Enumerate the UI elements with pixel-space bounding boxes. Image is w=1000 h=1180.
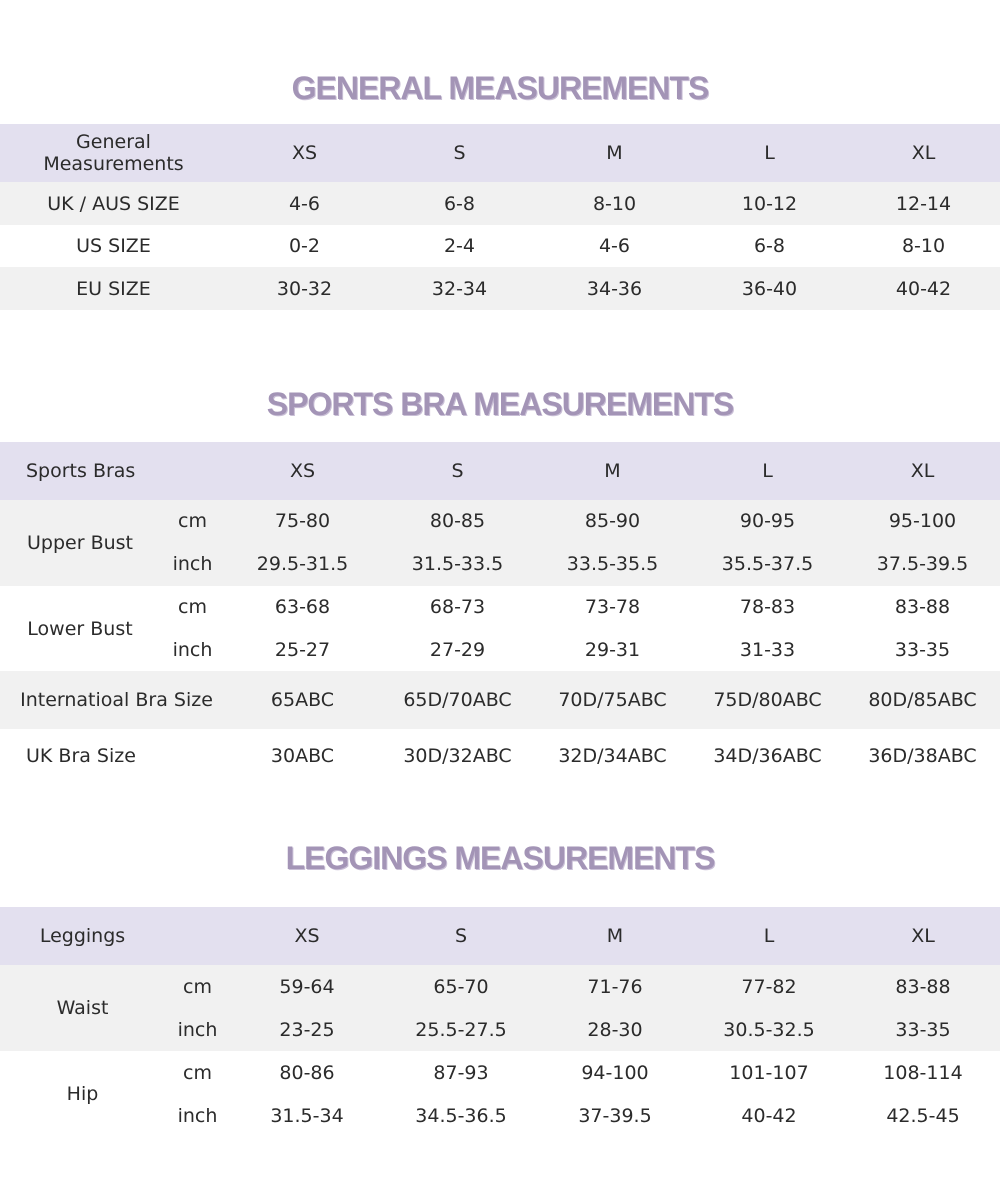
leggings-measurements-title: LEGGINGS MEASUREMENTS [285, 840, 715, 876]
table-row [0, 182, 1000, 225]
table-cell: 75D/80ABC [713, 689, 822, 711]
size-header: M [606, 142, 623, 164]
size-header: L [762, 460, 773, 482]
table-cell: 37.5-39.5 [876, 553, 969, 575]
table-cell: 29-31 [584, 638, 641, 661]
general-measurements-table [0, 124, 1000, 310]
table-cell: 40-42 [895, 277, 952, 300]
size-header: L [763, 925, 775, 947]
table-cell: 85-90 [584, 510, 641, 532]
header-label [0, 124, 227, 182]
row-label: UK Bra Size [26, 745, 136, 767]
size-header: S [454, 925, 468, 947]
general-measurements-title: GENERAL MEASUREMENTS [291, 70, 709, 106]
size-header: M [606, 925, 624, 947]
unit-label: cm [183, 975, 212, 998]
table-row [0, 500, 1000, 542]
table-row [0, 729, 1000, 783]
table-cell: 31-33 [739, 638, 796, 661]
table-row [0, 965, 1000, 1008]
table-cell: 34-36 [586, 277, 643, 300]
table-cell: 27-29 [429, 638, 486, 661]
table-cell: 80-85 [429, 510, 486, 532]
table-cell: 8-10 [592, 192, 637, 215]
table-cell: 75-80 [274, 510, 331, 532]
unit-label: inch [172, 638, 213, 661]
table-cell: 70D/75ABC [558, 689, 667, 711]
unit-label: cm [178, 596, 207, 618]
table-cell: 63-68 [274, 596, 331, 618]
table-cell: 83-88 [895, 975, 951, 998]
table-cell: 94-100 [581, 1061, 649, 1084]
row-label: Upper Bust [27, 532, 133, 554]
table-cell: 8-10 [901, 235, 946, 257]
table-cell: 34.5-36.5 [415, 1104, 507, 1127]
size-header: L [764, 142, 775, 164]
table-cell: 65D/70ABC [403, 689, 512, 711]
table-cell: 59-64 [279, 975, 335, 998]
header-label-line2: Measurements [43, 153, 184, 175]
table-cell: 33-35 [894, 638, 951, 661]
table-header-row [0, 442, 1000, 500]
table-cell: 40-42 [741, 1104, 797, 1127]
size-header: XL [911, 142, 936, 164]
table-cell: 68-73 [429, 596, 486, 618]
table-cell: 25-27 [274, 638, 331, 661]
table-cell: 35.5-37.5 [721, 553, 814, 575]
table-cell: 36-40 [741, 277, 798, 300]
table-header-row [0, 907, 1000, 965]
table-cell: 87-93 [433, 1061, 489, 1084]
row-label: EU SIZE [76, 277, 151, 300]
unit-label: inch [172, 553, 213, 575]
row-label: Hip [66, 1083, 99, 1105]
header-label-line1: General [76, 131, 151, 153]
unit-label: inch [177, 1018, 218, 1041]
header-spacer [165, 907, 230, 965]
size-header: XS [294, 925, 320, 947]
table-cell: 80-86 [279, 1061, 335, 1084]
table-cell: 28-30 [587, 1018, 643, 1041]
table-cell: 83-88 [894, 596, 951, 618]
table-cell: 30-32 [276, 277, 333, 300]
table-cell: 10-12 [741, 192, 798, 215]
size-header: S [453, 142, 466, 164]
table-header-row [0, 124, 1000, 182]
table-cell: 29.5-31.5 [256, 553, 349, 575]
sports-bra-measurements-table [0, 442, 1000, 783]
table-row [0, 1051, 1000, 1094]
row-label: UK / AUS SIZE [47, 192, 180, 215]
row-label: US SIZE [76, 235, 151, 257]
table-cell: 4-6 [598, 235, 631, 257]
table-cell: 30D/32ABC [403, 745, 512, 767]
sports-bra-measurements-title: SPORTS BRA MEASUREMENTS [266, 386, 734, 422]
table-cell: 0-2 [288, 235, 321, 257]
table-cell: 2-4 [443, 235, 476, 257]
table-cell: 65ABC [270, 689, 335, 711]
leggings-measurements-table [0, 907, 1000, 1137]
table-cell: 6-8 [753, 235, 786, 257]
table-cell: 71-76 [587, 975, 643, 998]
size-header: M [604, 460, 621, 482]
table-cell: 34D/36ABC [713, 745, 822, 767]
row-label: Waist [56, 997, 109, 1019]
unit-label: inch [177, 1104, 218, 1127]
table-cell: 101-107 [729, 1061, 809, 1084]
table-cell: 4-6 [288, 192, 321, 215]
table-cell: 12-14 [895, 192, 952, 215]
table-cell: 90-95 [739, 510, 796, 532]
table-cell: 73-78 [584, 596, 641, 618]
table-row [0, 586, 1000, 628]
table-cell: 108-114 [883, 1061, 963, 1084]
table-cell: 42.5-45 [886, 1104, 960, 1127]
table-cell: 65-70 [433, 975, 489, 998]
table-cell: 30.5-32.5 [723, 1018, 815, 1041]
table-cell: 32D/34ABC [558, 745, 667, 767]
table-cell: 6-8 [443, 192, 476, 215]
header-label: Sports Bras [26, 460, 136, 482]
row-label: Lower Bust [27, 617, 133, 640]
row-label: Internatioal Bra Size [20, 689, 213, 711]
unit-label: cm [178, 510, 207, 532]
unit-label: cm [183, 1061, 212, 1084]
table-row [0, 671, 1000, 729]
table-row [0, 267, 1000, 310]
table-cell: 31.5-33.5 [411, 553, 504, 575]
size-header: XL [910, 460, 935, 482]
table-cell: 33.5-35.5 [566, 553, 659, 575]
header-label: Leggings [39, 925, 126, 947]
table-cell: 32-34 [431, 277, 488, 300]
table-cell: 77-82 [741, 975, 797, 998]
table-cell: 78-83 [739, 596, 796, 618]
table-cell: 30ABC [270, 745, 335, 767]
table-cell: 80D/85ABC [868, 689, 977, 711]
size-header: XS [289, 460, 316, 482]
table-cell: 23-25 [279, 1018, 335, 1041]
size-header: XS [291, 142, 318, 164]
size-header: XL [911, 925, 935, 947]
table-cell: 31.5-34 [270, 1104, 344, 1127]
table-cell: 95-100 [888, 510, 957, 532]
table-cell: 37-39.5 [578, 1104, 652, 1127]
table-cell: 25.5-27.5 [415, 1018, 507, 1041]
table-cell: 36D/38ABC [868, 745, 977, 767]
size-header: S [451, 460, 464, 482]
table-cell: 33-35 [895, 1018, 951, 1041]
table-row [0, 225, 1000, 267]
